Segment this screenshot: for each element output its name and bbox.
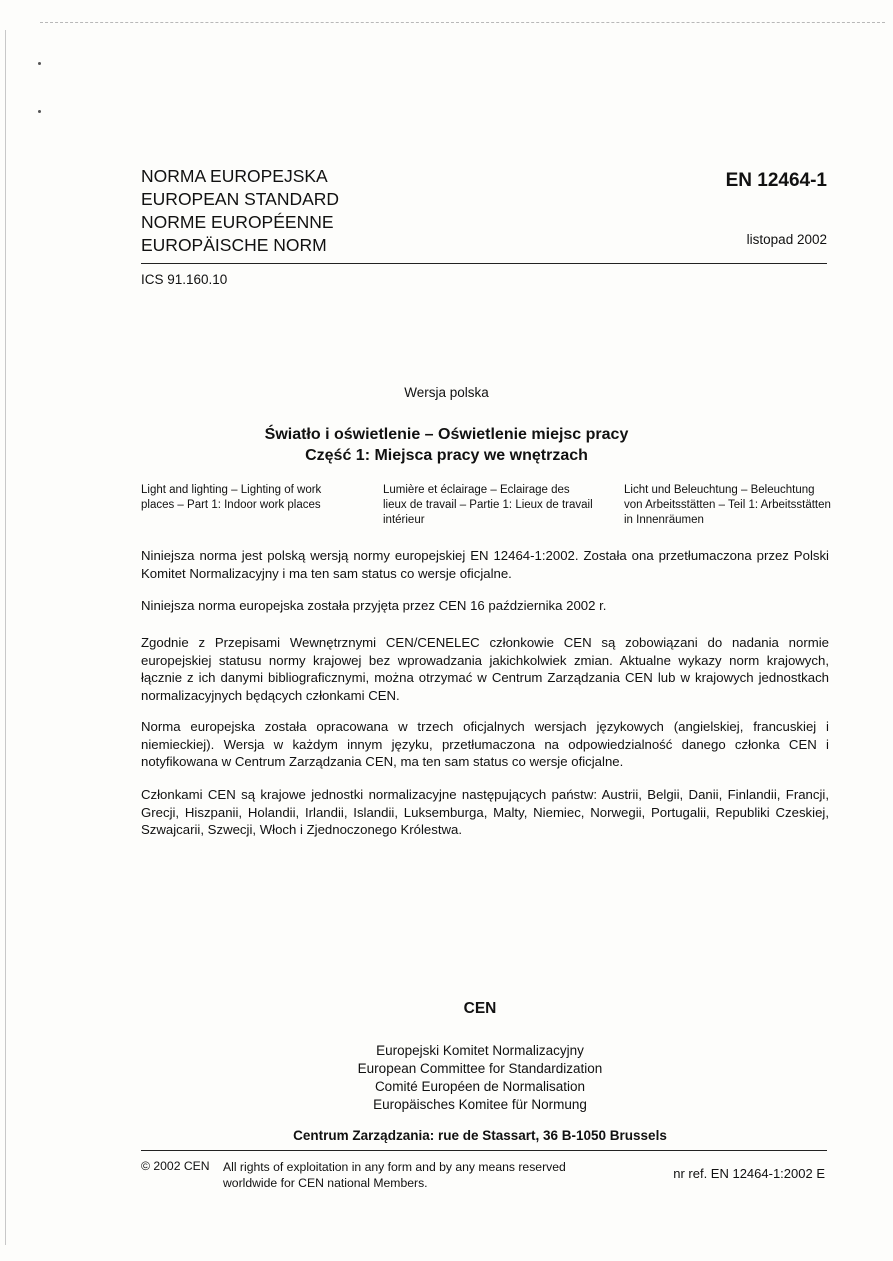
- standard-number: EN 12464-1: [725, 170, 827, 191]
- standard-name-en: EUROPEAN STANDARD: [141, 189, 340, 209]
- title-line-1: Światło i oświetlenie – Oświetlenie miejsc pracy: [264, 426, 629, 443]
- paragraph: Norma europejska została opracowana w trzech oficjalnych wersjach językowych (angielskiej, francuskiej i niemieckiej). Wersja w każdym innym języku, przetłumaczona na odpowiedzialność danego członka CEN i notyfikowana w Centrum Zarządzania CEN, ma ten sam status co wersje oficjalne.: [141, 719, 829, 769]
- copyright: © 2002 CEN: [141, 1159, 210, 1173]
- standard-name-de: EUROPÄISCHE NORM: [141, 235, 327, 255]
- standard-name-fr: NORME EUROPÉENNE: [141, 212, 334, 232]
- paragraph: Niniejsza norma europejska została przyjęta przez CEN 16 października 2002 r.: [141, 598, 607, 613]
- standard-names: [141, 165, 339, 257]
- scan-dot: [38, 62, 41, 65]
- header-divider: [141, 263, 827, 264]
- management-centre-address: Centrum Zarządzania: rue de Stassart, 36 B-1050 Brussels: [293, 1128, 667, 1143]
- title-translation-de: Licht und Beleuchtung – Beleuchtung von Arbeitsstätten – Teil 1: Arbeitsstätten in Innenräumen: [624, 484, 831, 526]
- title-translation-en: Light and lighting – Lighting of work places – Part 1: Indoor work places: [141, 484, 322, 511]
- publication-date: listopad 2002: [746, 232, 827, 247]
- paragraph: Członkami CEN są krajowe jednostki normalizacyjne następujących państw: Austrii, Belgii, Danii, Finlandii, Francji, Grecji, Hiszpanii, Holandii, Irlandii, Islandii, Luksemburga, Malty, Niemiec, Norwegii, Portugalii, Republiki Czeskiej, Szwajcarii, Szwecji, Włoch i Zjednoczonego Królestwa.: [141, 787, 829, 837]
- cen-label: CEN: [463, 1000, 497, 1017]
- ics-code: ICS 91.160.10: [141, 272, 228, 287]
- committee-name-fr: Comité Européen de Normalisation: [374, 1079, 586, 1094]
- title-translation-fr: Lumière et éclairage – Eclairage des lieux de travail – Partie 1: Lieux de travail intérieur: [383, 484, 593, 526]
- reference-number: nr ref. EN 12464-1:2002 E: [673, 1166, 825, 1181]
- footer-divider: [141, 1150, 827, 1151]
- committee-name-de: Europäisches Komitee für Normung: [373, 1097, 587, 1112]
- scan-dot: [38, 110, 41, 113]
- standard-name-pl: NORMA EUROPEJSKA: [141, 166, 328, 186]
- document-title: [0, 424, 893, 466]
- scan-artifact-top: [40, 22, 885, 23]
- committee-name-en: European Committee for Standardization: [357, 1061, 603, 1076]
- title-line-2: Część 1: Miejsca pracy we wnętrzach: [305, 447, 588, 464]
- paragraph: Niniejsza norma jest polską wersją normy europejskiej EN 12464-1:2002. Została ona przetłumaczona przez Polski Komitet Normalizacyjny i ma ten sam status co wersje oficjalne.: [141, 548, 829, 581]
- version-label: Wersja polska: [404, 385, 489, 400]
- paragraph: Zgodnie z Przepisami Wewnętrznymi CEN/CENELEC członkowie CEN są zobowiązani do nadania normie europejskiej statusu normy krajowej bez wprowadzania jakichkolwiek zmian. Aktualne wykazy norm krajowych, łącznie z ich danymi bibliograficznymi, można otrzymać w Centrum Zarządzania CEN lub w krajowych jednostkach normalizacyjnych będących członkami CEN.: [141, 635, 829, 703]
- committee-name-pl: Europejski Komitet Normalizacyjny: [376, 1043, 584, 1058]
- rights-notice: All rights of exploitation in any form and by any means reserved worldwide for CEN national Members.: [223, 1160, 566, 1190]
- committee-names: [0, 1042, 893, 1114]
